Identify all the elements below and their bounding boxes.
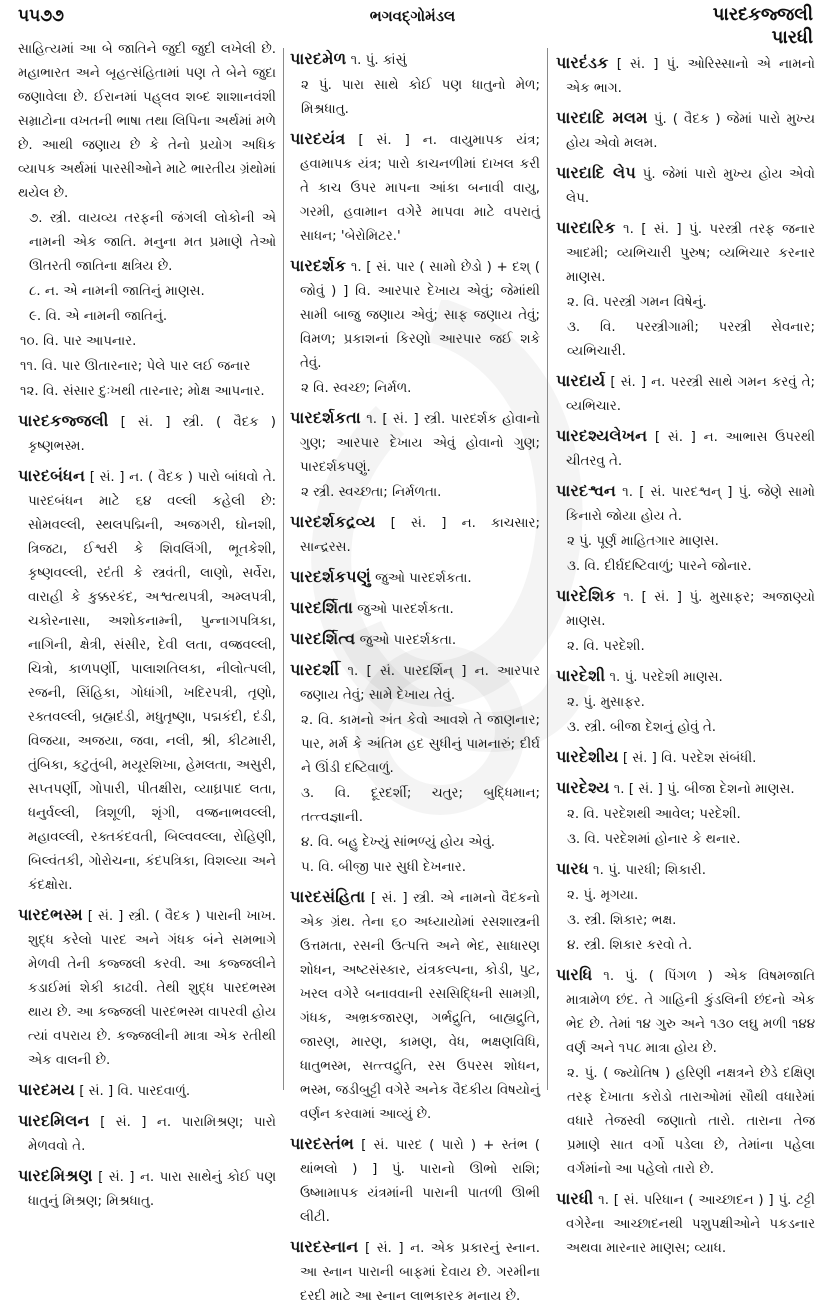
definition: ૧. [ સં. ] પું. બીજા દેશનો માણસ. <box>613 782 795 797</box>
definition: ૧. [ સં. પારદશ્વન્ ] પું. જેણે સામો કિનારો જોયા હોય તે. <box>566 485 815 524</box>
dictionary-entry <box>556 584 815 634</box>
definition: ૧. [ સં. પરિધાન ( આચ્છાદન ) ] પું. ટટ્ટી વગેરેના આચ્છાદનથી પશુપક્ષીઓને પકડનાર અથવા મારનાર માણસ; વ્યાધ. <box>566 1193 815 1256</box>
headword: પારદર્શિતા <box>290 598 354 617</box>
headword: પારધી <box>556 1189 594 1208</box>
definition: ૧. પું. પરદેશી માણસ. <box>609 670 723 685</box>
definition: [ સં. ] ન. ( વૈદક ) પારો બાંધવો તે. પારદબંધન માટે ૬૪ વલ્લી કહેલી છે: સોમવલ્લી, સ્થલપદ્મિની, અજગરી, ઘોનશી, ત્રિજટા, ઈશ્વરી કે શિવલિંગી, ભૂતકેશી, કૃષ્ણવલ્લી, રદંતી કે સ્ત્રવંતી, લાણો, સર્વેરા, વારાહી કે કુક્કરકંદ, અશ્વત્થપત્રી, અમ્લપત્રી, ચકોરનાસા, અશોકનામ્ની, પુન્નાગપત્રિકા, નાગિની, ક્ષેત્રી, સંસીર, દેવી લતા, વજ્રવલ્લી, ચિત્રો, કાળપર્ણી, પાલાશતિલકા, નીલોત્પલી, રજની, સિંહિકા, ગોધાંગી, ખદિરપત્રી, તૃણો, રક્તવલ્લી, બ્રહ્મદંડી, મધુતૃષ્ણા, પદ્મકંદી, દંડી, વિજયા, અજયા, જવા, નલી, શ્રી, કીટમારી, તુંબિકા, કટુતુંબી, મયૂરશિખા, હેમલતા, અસુરી, સપ્તપર્ણી, ગોપારી, પીતક્ષીરા, વ્યાઘ્રપાદ લતા, ધનુર્વલ્લી, ત્રિશૂળી, શૃંગી, વજ્રનાભવલ્લી, મહાવલ્લી, રક્તકંદવતી, બિલ્વવલ્લા, રોહિણી, બિલ્વંતકી, ગોરોચના, કંદપત્રિકા, વિશલ્યા અને કંદક્ષોરા. <box>28 470 276 893</box>
headword: પારદર્શકદ્રવ્ય <box>290 512 376 531</box>
sense: ૨. વિ. પરદેશથી આવેલ; પરદેશી. <box>567 807 741 822</box>
headword: પારદશ્વન <box>556 481 617 500</box>
dictionary-entry <box>18 1164 276 1214</box>
definition: ૧. [ સં. પાર ( સામો છેડો ) + દશ્ ( જોવું ) ] વિ. આરપાર દેખાય એવું; જેમાંથી સામી બાજુ જણાય એવું; સાફ જણાય તેવું; વિમળ; પ્રકાશનાં કિરણો આરપાર જઈ શકે તેવું. <box>300 260 540 371</box>
sense: ૨. વિ. પરસ્ત્રી ગમન વિષેનું. <box>567 295 707 310</box>
cross-reference: જુઓ પારદર્શકતા. <box>357 602 454 617</box>
definition: [ સં. ] વિ. પરદેશ સંબંધી. <box>622 751 757 766</box>
sense: ૩. વિ. દીર્ઘદષ્ટિવાળું; પારને જોનાર. <box>567 559 752 574</box>
headword: પારદમેળ <box>290 49 347 68</box>
headword: પારદભસ્મ <box>18 905 83 924</box>
dictionary-entry <box>290 47 540 73</box>
dictionary-entry <box>290 254 540 376</box>
dictionary-entry <box>556 369 815 419</box>
headword: પારદારિક <box>556 218 616 237</box>
dictionary-entry <box>290 596 540 622</box>
headword: પારધ <box>556 859 589 878</box>
sense: ૩. સ્ત્રી. શિકાર; ભક્ષ. <box>567 913 677 928</box>
definition: [ સં. ] ન. વાયુમાપક યંત્ર; હવામાપક યંત્ર; પારો કાચનળીમાં દાખલ કરી તે કાચ ઉપર માપના આંકા બનાવી વાયુ, ગરમી, હવામાન વગેરે માપવા માટે વપરાતું સાધન; 'બેરોમિટર.' <box>300 133 541 244</box>
headword: પારદાદિ લેપ <box>556 163 636 182</box>
column-1 <box>18 38 276 1215</box>
cross-reference: જુઓ પારદર્શકતા. <box>359 633 457 648</box>
dictionary-entry <box>556 161 815 211</box>
definition: ૧. [ સં. ] પું. પરસ્ત્રી તરફ જનાર આદમી; વ્યભિચારી પુરુષ; વ્યભિચાર કરનાર માણસ. <box>566 222 815 285</box>
dictionary-entry <box>556 106 815 156</box>
sense: ૪. વિ. બહુ દેખ્યું સાંભળ્યું હોય એવું. <box>301 835 495 850</box>
definition: [ સં. ] ન. કાચસાર; સાન્દ્રરસ. <box>300 516 540 555</box>
column-divider <box>283 48 284 1090</box>
sense: ૨. વિ. કામનો અંત કેવો આવશે તે જાણનાર; પાર, મર્મ કે અંતિમ હદ સુધીનું પામનારું; દીર્ઘ ને ઊંડી દષ્ટિવાળું. <box>301 713 540 776</box>
headword: પારદર્શિત્વ <box>290 629 356 648</box>
definition: [ સં. ] સ્ત્રી. એ નામનો વૈદકનો એક ગ્રંથ. તેના ૬૦ અધ્યાયોમાં રસશાસ્ત્રની ઉત્તમતા, રસની ઉત્પત્તિ અને ભેદ, સાધારણ શોધન, અષ્ટસંસ્કાર, યંત્રકલ્પના, કોડી, પુટ, ખરલ વગેરે બનાવવાની રસસિદ્ધિની સામગ્રી, ગંધક, અભ્રકજારણ, ગર્ભદ્રુતિ, બાહ્યદ્રુતિ, જારણ, મારણ, કામણ, વેધ, ભક્ષણવિધિ, ધાતુભસ્મ, સત્ત્વદ્રુતિ, રસ ઉપરસ શોધન, ભસ્મ, જડીબુટ્ટી વગેરે અનેક વૈદકીય વિષયોનું વર્ણન કરવામાં આવ્યું છે. <box>300 891 540 1122</box>
sense: ૨. પું. મૃગયા. <box>567 888 639 903</box>
dictionary-entry <box>290 627 540 653</box>
guide-word-last: પારધી <box>771 27 813 48</box>
definition: પું. ( વૈદક ) જેમાં પારો મુખ્ય હોય એવો મલમ. <box>566 112 815 151</box>
continued-text: સાહિત્યમાં આ બે જાતિને જુદી જુદી લખેલી છે. મહાભારત અને બૃહત્સંહિતામાં પણ તે બેને જુદા જણાવેલા છે. ઈરાનમાં પહ્‌લવ શબ્દ શાશાનવંશી સમ્રાટોના વખતની ભાષા તથા લિપિના અર્થમાં મળે છે. આથી જણાય છે કે તેનો પ્રયોગ અધિક વ્યાપક અર્થમાં પારસીઓને માટે ભારતીય ગ્રંથોમાં થયેલ છે. <box>18 42 276 201</box>
sense: ૨ પું. પૂર્ણ માહિતગાર માણસ. <box>567 534 719 549</box>
sense: ૧૦. વિ. પાર આપનાર. <box>20 334 137 349</box>
headword: પારદંડક <box>556 53 609 72</box>
dictionary-entry <box>290 1132 540 1230</box>
dictionary-entry <box>556 664 815 690</box>
definition: પું. જેમાં પારો મુખ્ય હોય એવો લેપ. <box>566 167 816 206</box>
sense: ૮. ન. એ નામની જાતિનું માણસ. <box>29 284 205 299</box>
guide-word-first: પારદકજ્જલી <box>712 4 813 25</box>
definition: [ સં. ] વિ. પારદવાળું. <box>79 1084 191 1099</box>
sense: ૨. વિ. પરદેશી. <box>567 639 645 654</box>
dictionary-entry <box>18 903 276 1073</box>
dictionary-entry <box>18 464 276 898</box>
sense: ૨ વિ. સ્વચ્છ; નિર્મળ. <box>301 381 412 396</box>
definition: ૧. [ સં. પારદર્શિન્ ] ન. આરપાર જણાય તેવું; સામે દેખાય તેવું. <box>300 664 540 703</box>
column-3 <box>556 46 815 1262</box>
dictionary-entry <box>556 745 815 771</box>
dictionary-entry <box>556 857 815 883</box>
sense: ૨ સ્ત્રી. સ્વચ્છતા; નિર્મળતા. <box>301 485 442 500</box>
column-2 <box>290 42 540 1310</box>
sense: ૯. વિ. એ નામની જાતિનું. <box>29 309 168 324</box>
sense: ૫. વિ. બીજી પાર સુધી દેખનાર. <box>301 860 466 875</box>
definition: [ સં. ] ન. પારામિશ્રણ; પારો મેળવવો તે. <box>28 1115 276 1154</box>
dictionary-entry <box>556 963 815 1061</box>
headword: પારદર્શકતા <box>290 408 361 427</box>
sense: ૨. પું. ( જ્યોતિષ ) હરિણી નક્ષત્રને છેડે દક્ષિણ તરફ દેખાતા કરોડો તારાઓમાં સૌથી વધારેમાં વધારે તેજસ્વી જણાતો તારો. તારાના તેજ પ્રમાણે સાત વર્ગો પડેલા છે, તેમાંના પહેલા વર્ગમાંનો આ પહેલો તારો છે. <box>567 1066 815 1177</box>
sense: ૨ પું. પારા સાથે કોઈ પણ ધાતુનો મેળ; મિશ્રધાતુ. <box>301 78 540 117</box>
column-divider <box>547 48 548 1090</box>
sense: ૩. વિ. દૂરદર્શી; ચતુર; બુદ્ધિમાન; તત્ત્વજ્ઞાની. <box>301 786 540 825</box>
definition: [ સં. ] સ્ત્રી. ( વૈદક ) કૃષ્ણભસ્મ. <box>28 415 276 454</box>
cross-reference: જુઓ પારદર્શકતા. <box>375 571 472 586</box>
definition: ૧. [ સં. ] પું. મુસાફર; અજાણ્યો માણસ. <box>566 590 815 629</box>
definition: ૧. પું. ( પિંગળ ) એક વિષમજાતિ માત્રામેળ છંદ. તે ગાહિની કુંડલિની છંદનો એક ભેદ છે. તેમાં ૧૪ ગુરુ અને ૧૩૦ લઘુ મળી ૧૪૪ વર્ણ અને ૧૫૮ માત્રા હોય છે. <box>566 969 815 1056</box>
definition: [ સં. ] ન. એક પ્રકારનું સ્નાન. આ સ્નાન પારાની બાફમાં દેવાય છે. ગરમીના દરદી માટે આ સ્નાન લાભકારક મનાય છે. <box>300 1241 540 1304</box>
headword: પારધિ <box>556 965 593 984</box>
headword: પારદર્શક <box>290 256 347 275</box>
dictionary-entry <box>290 1235 540 1309</box>
definition: ૧. [ સં. ] સ્ત્રી. પારદર્શક હોવાનો ગુણ; આરપાર દેખાય એવું હોવાનો ગુણ; પારદર્શકપણું. <box>300 412 540 475</box>
headword: પારદમિશ્રણ <box>18 1166 93 1185</box>
definition: [ સં. ] ન. પરસ્ત્રી સાથે ગમન કરવું તે; વ્યભિચાર. <box>566 375 815 414</box>
headword: પારદશ્યલેખન <box>556 426 648 445</box>
sense: ૩. વિ. પરદેશમાં હોનાર કે થનાર. <box>567 832 741 847</box>
headword: પારદકજ્જલી <box>18 411 109 430</box>
definition: [ સં. પારદ ( પારો ) + સ્તંભ ( થાંભલો ) ] પું. પારાનો ઊભો રાશિ; ઉષ્મામાપક યંત્રમાંની પારાની પાતળી ઊભી લીટી. <box>300 1138 540 1225</box>
headword: પારદસંહિતા <box>290 887 366 906</box>
dictionary-entry <box>290 510 540 560</box>
sense: ૨. પું. મુસાફર. <box>567 695 645 710</box>
dictionary-entry <box>556 424 815 474</box>
headword: પારદેશી <box>556 666 606 685</box>
sense: ૩. વિ. પરસ્ત્રીગામી; પરસ્ત્રી સેવનાર; વ્યભિચારી. <box>567 320 815 359</box>
headword: પારદાદિ મલમ <box>556 108 648 127</box>
page-number: ૫૫૭૭ <box>18 6 64 26</box>
sense: ૭. સ્ત્રી. વાયવ્ય તરફની જંગલી લોકોની એ નામની એક જાતિ. મનુના મત પ્રમાણે તેઓ ઊતરતી જાતિના ક્ષત્રિય છે. <box>29 211 276 274</box>
dictionary-entry <box>556 479 815 529</box>
dictionary-entry <box>556 1187 815 1261</box>
dictionary-entry <box>556 216 815 290</box>
sense: ૧૨. વિ. સંસાર દુઃખથી તારનાર; મોક્ષ આપનાર. <box>20 384 265 399</box>
headword: પારદમય <box>18 1080 75 1099</box>
dictionary-entry <box>290 127 540 249</box>
definition: [ સં. ] ન. આભાસ ઉપરથી ચીતરવુ તે. <box>566 430 815 469</box>
definition: [ સં. ] ન. પારા સાથેનું કોઈ પણ ધાતુનું મિશ્રણ; મિશ્રધાતુ. <box>28 1170 276 1209</box>
sense: ૩. સ્ત્રી. બીજા દેશનું હોવું તે. <box>567 720 716 735</box>
headword: પારદસ્નાન <box>290 1237 359 1256</box>
dictionary-entry <box>290 406 540 480</box>
definition: [ સં. ] પું. ઓરિસ્સાનો એ નામનો એક ભાગ. <box>566 57 815 96</box>
headword: પારદેશિક <box>556 586 616 605</box>
dictionary-entry <box>290 885 540 1127</box>
dictionary-entry <box>556 776 815 802</box>
dictionary-entry <box>18 409 276 459</box>
sense: ૧૧. વિ. પાર ઊતારનાર; પેલે પાર લઈ જનાર <box>20 359 251 374</box>
headword: પારદર્શકપણું <box>290 567 371 586</box>
headword: પારદયંત્ર <box>290 129 346 148</box>
headword: પારદેશીય <box>556 747 619 766</box>
headword: પારદેશ્ય <box>556 778 610 797</box>
dictionary-entry <box>290 565 540 591</box>
dictionary-entry <box>556 51 815 101</box>
headword: પારદબંધન <box>18 466 86 485</box>
sense: ૪. સ્ત્રી. શિકાર કરવો તે. <box>567 938 693 953</box>
headword: પારદસ્તંભ <box>290 1134 355 1153</box>
headword: પારદમિલન <box>18 1111 90 1130</box>
headword: પારદર્શી <box>290 660 340 679</box>
book-title: ભગવદ્ગોમંડલ <box>369 7 456 25</box>
definition: [ સં. ] સ્ત્રી. ( વૈદક ) પારાની ખાખ. શુદ્ધ કરેલો પારદ અને ગંધક બંને સમભાગે મેળવી તેની કજ્જલી કરવી. આ કજ્જલીને કડાઈમાં શેકી કાઢવી. તેથી શુદ્ધ પારદભસ્મ થાય છે. આ કજ્જલી પારદભસ્મ વાપરવી હોય ત્યાં વપરાય છે. કજ્જલીની માત્રા એક રતીથી એક વાલની છે. <box>28 909 277 1068</box>
definition: ૧. પું. પારધી; શિકારી. <box>593 863 706 878</box>
headword: પારદાર્ય <box>556 371 606 390</box>
dictionary-entry <box>18 1078 276 1104</box>
definition: ૧. પું. કાંસું <box>350 53 407 68</box>
dictionary-entry <box>290 658 540 708</box>
dictionary-entry <box>18 1109 276 1159</box>
